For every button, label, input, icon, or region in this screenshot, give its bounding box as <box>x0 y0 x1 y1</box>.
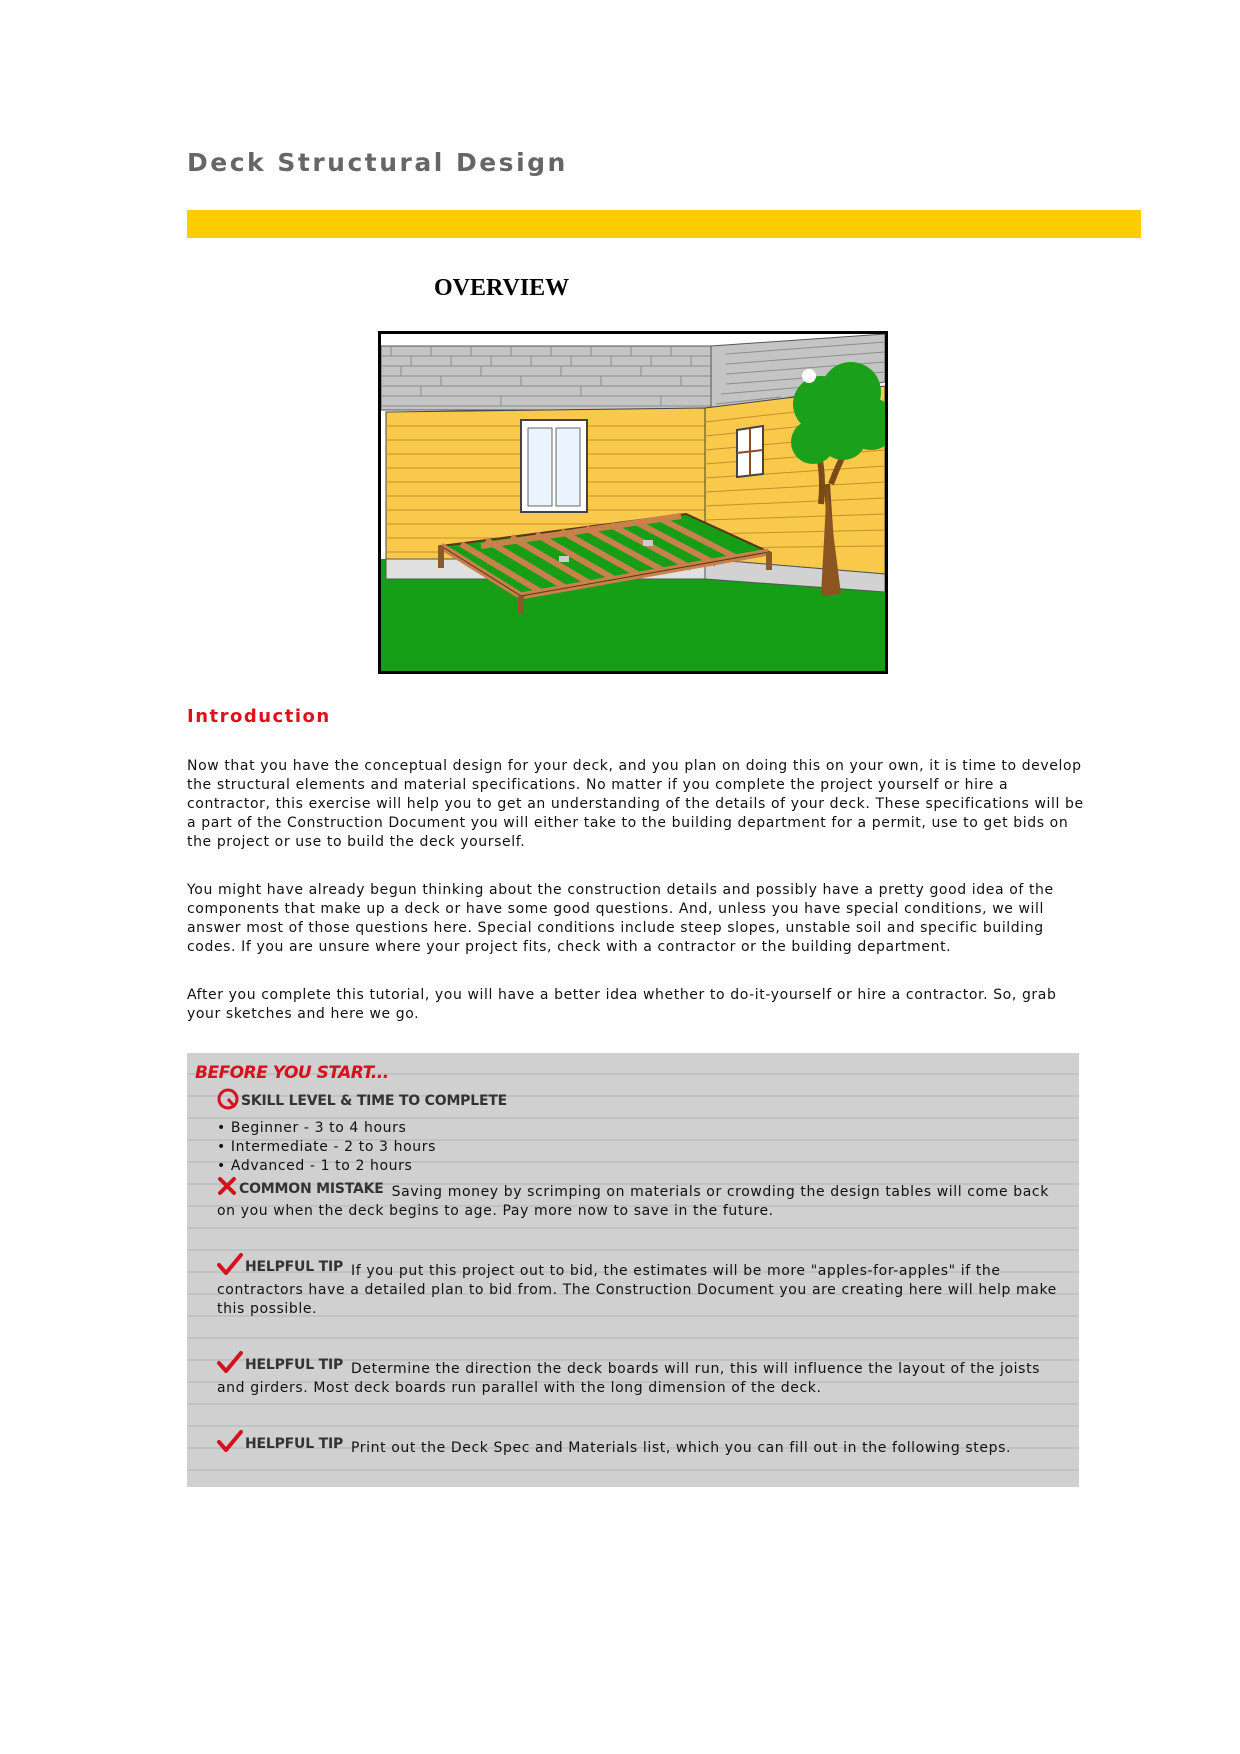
helpful-tip-badge <box>217 1351 343 1379</box>
page-title: Deck Structural Design <box>187 148 568 177</box>
intro-paragraph: After you complete this tutorial, you will have a better idea whether to do-it-yourself or hire a contractor. So, grab your sketches and here we go. <box>187 987 1057 1022</box>
check-mark-icon <box>217 1430 243 1458</box>
side-window <box>737 426 763 477</box>
introduction-body <box>187 757 1087 1053</box>
overview-heading: OVERVIEW <box>434 275 570 301</box>
clock-icon <box>217 1087 239 1115</box>
list-item: • Advanced - 1 to 2 hours <box>217 1158 413 1174</box>
intro-paragraph: You might have already begun thinking about the construction details and possibly have a pretty good idea of the components that make up a deck or have some good questions. And, unless you have special conditions, we will answer most of those questions here. Special conditions include steep slopes, unstable soil and specific building codes. If you are unsure where your project fits, check with a contractor or the building department. <box>187 882 1054 955</box>
x-mark-icon <box>217 1176 237 1202</box>
patio-door <box>521 420 587 512</box>
helpful-tip <box>217 1351 1063 1398</box>
common-mistake-text: Saving money by scrimping on materials or crowding the design tables will come back on you when the deck begins to age. Pay more now to save in the future. <box>217 1184 1049 1219</box>
skill-level-label: SKILL LEVEL & TIME TO COMPLETE <box>241 1093 508 1109</box>
helpful-tip-badge <box>217 1430 343 1458</box>
list-item: • Intermediate - 2 to 3 hours <box>217 1139 436 1155</box>
before-you-start-banner: BEFORE YOU START... <box>195 1063 389 1083</box>
helpful-tip-badge <box>217 1253 343 1281</box>
common-mistake-label: COMMON MISTAKE <box>239 1181 384 1197</box>
yellow-divider-bar <box>187 210 1141 238</box>
list-item: • Beginner - 3 to 4 hours <box>217 1120 407 1136</box>
introduction-heading: Introduction <box>187 706 331 727</box>
deck-illustration <box>378 331 888 674</box>
helpful-tip-label: HELPFUL TIP <box>245 1436 344 1452</box>
house-roof-left <box>381 346 711 410</box>
helpful-tip-text: Print out the Deck Spec and Materials list, which you can fill out in the following steps. <box>351 1440 1012 1456</box>
common-mistake-badge <box>217 1176 384 1202</box>
helpful-tip-text: If you put this project out to bid, the estimates will be more "apples-for-apples" if the contractors have a detailed plan to bid from. The Construction Document you are creating here will help make this possible. <box>217 1263 1057 1317</box>
skill-levels-list <box>217 1119 1063 1176</box>
helpful-tip <box>217 1430 1063 1458</box>
helpful-tip-text: Determine the direction the deck boards will run, this will influence the layout of the joists and girders. Most deck boards run parallel with the long dimension of the deck. <box>217 1361 1041 1396</box>
check-mark-icon <box>217 1351 243 1379</box>
common-mistake <box>217 1176 1063 1221</box>
before-you-start-panel <box>187 1053 1079 1487</box>
helpful-tip-label: HELPFUL TIP <box>245 1259 344 1275</box>
check-mark-icon <box>217 1253 243 1281</box>
intro-paragraph: Now that you have the conceptual design for your deck, and you plan on doing this on your own, it is time to develop the structural elements and material specifications. No matter if you complete the project yourself or hire a contractor, this exercise will help you to get an understanding of the details of your deck. These specifications will be a part of the Construction Document you will either take to the building department for a permit, use to get bids on the project or use to build the deck yourself. <box>187 758 1084 850</box>
skill-level-header <box>217 1087 1063 1115</box>
helpful-tip-label: HELPFUL TIP <box>245 1357 344 1373</box>
helpful-tip <box>217 1253 1063 1319</box>
